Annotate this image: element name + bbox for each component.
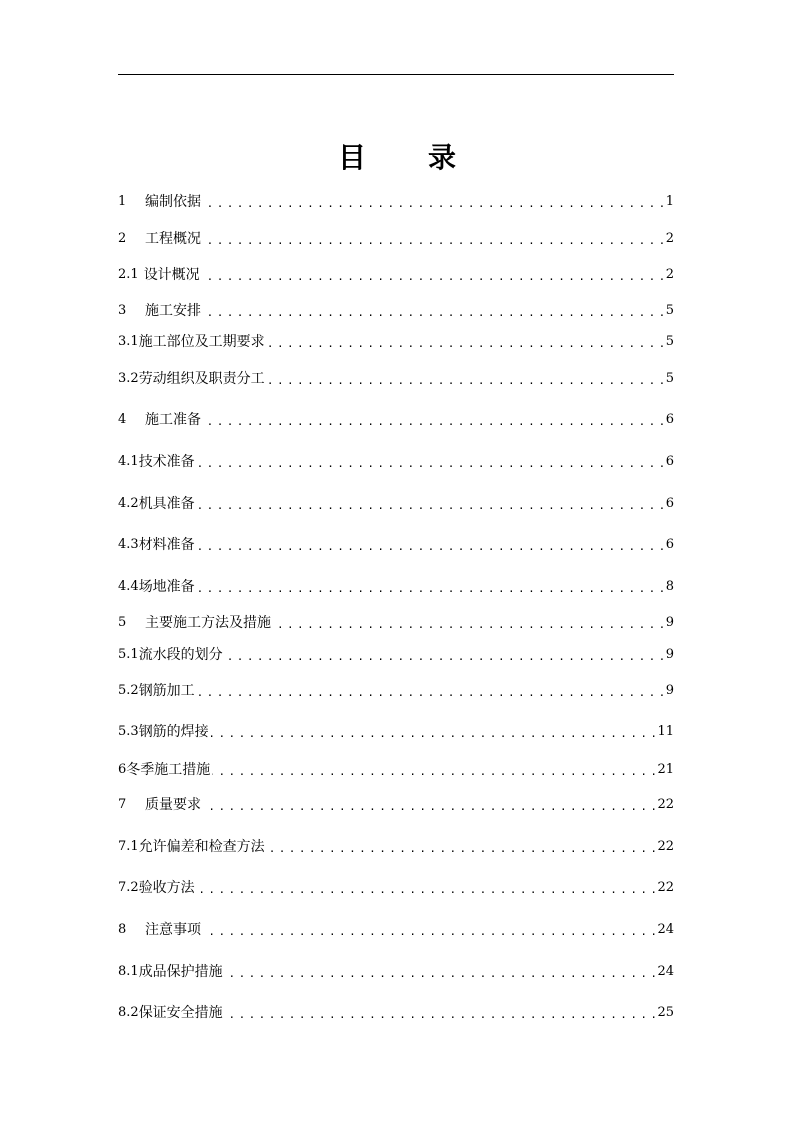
toc-entry-page: 6 <box>665 454 674 469</box>
toc-leader-dots <box>197 495 664 513</box>
toc-leader-dots <box>225 963 656 981</box>
toc-leader-dots <box>267 370 664 388</box>
toc-entry-number: 8.2 <box>118 1005 139 1020</box>
toc-entry-page: 6 <box>665 537 674 552</box>
toc-leader-dots <box>197 578 664 596</box>
toc-entry-label: 施工安排 <box>145 303 201 319</box>
toc-entry-number: 4 <box>118 412 127 427</box>
toc-entry-label: 场地准备 <box>138 579 195 595</box>
toc-entry-page: 22 <box>657 839 674 854</box>
toc-entry-2-1[interactable] <box>118 262 674 284</box>
toc-entry-page: 22 <box>657 797 674 812</box>
toc-entry-number: 5.3 <box>118 724 139 739</box>
toc-entry-number: 5.1 <box>118 647 139 662</box>
toc-entry-7[interactable] <box>118 792 674 814</box>
toc-entry-page: 1 <box>665 194 674 209</box>
toc-entry-4[interactable] <box>118 407 674 429</box>
toc-entry-4-1[interactable] <box>118 449 674 471</box>
toc-entry-number: 7.1 <box>118 839 139 854</box>
toc-leader-dots <box>273 614 664 632</box>
toc-entry-4-4[interactable] <box>118 574 674 596</box>
toc-entry-number: 4.4 <box>118 579 139 594</box>
toc-entry-7-1[interactable] <box>118 834 674 856</box>
toc-entry-5-2[interactable] <box>118 678 674 700</box>
header-rule <box>118 74 674 75</box>
toc-entry-label: 劳动组织及职责分工 <box>138 371 265 387</box>
toc-entry-page: 2 <box>665 267 674 282</box>
toc-entry-page: 6 <box>665 412 674 427</box>
toc-entry-label: 冬季施工措施 <box>126 762 211 778</box>
toc-entry-label: 钢筋加工 <box>138 683 195 699</box>
toc-entry-label: 施工部位及工期要求 <box>138 334 265 350</box>
toc-entry-label: 技术准备 <box>138 454 195 470</box>
toc-entry-number: 4.2 <box>118 496 139 511</box>
toc-entry-8[interactable] <box>118 917 674 939</box>
toc-leader-dots <box>267 333 664 351</box>
toc-entry-number: 4.1 <box>118 454 139 469</box>
toc-entry-3-2[interactable] <box>118 366 674 388</box>
toc-entry-8-2[interactable] <box>118 1000 674 1022</box>
toc-entry-5-3[interactable] <box>118 719 674 741</box>
toc-entry-page: 22 <box>657 880 674 895</box>
toc-entry-3[interactable] <box>118 298 674 320</box>
toc-leader-dots <box>225 646 664 664</box>
toc-entry-8-1[interactable] <box>118 959 674 981</box>
toc-leader-dots <box>202 266 664 284</box>
toc-entry-number: 3.2 <box>118 371 139 386</box>
toc-entry-number: 5.2 <box>118 683 139 698</box>
toc-entry-label: 材料准备 <box>138 537 195 553</box>
toc-entry-page: 9 <box>665 615 674 630</box>
toc-entry-label: 主要施工方法及措施 <box>145 615 271 631</box>
toc-entry-4-3[interactable] <box>118 532 674 554</box>
toc-entry-number: 6 <box>118 762 127 777</box>
toc-entry-label: 流水段的划分 <box>138 647 223 663</box>
toc-entry-number: 3.1 <box>118 334 139 349</box>
toc-leader-dots <box>203 230 664 248</box>
toc-entry-page: 5 <box>665 371 674 386</box>
toc-entry-label: 钢筋的焊接 <box>138 724 209 740</box>
toc-entry-label: 成品保护措施 <box>138 964 223 980</box>
toc-leader-dots <box>203 411 664 429</box>
toc-entry-number: 3 <box>118 303 127 318</box>
toc-entry-page: 11 <box>657 724 674 739</box>
toc-entry-number: 2.1 <box>118 267 139 282</box>
toc-leader-dots <box>267 838 656 856</box>
toc-leader-dots <box>203 796 655 814</box>
toc-leader-dots <box>203 302 664 320</box>
toc-entry-5-1[interactable] <box>118 642 674 664</box>
toc-entry-label: 注意事项 <box>145 922 201 938</box>
toc-entry-label: 质量要求 <box>145 797 201 813</box>
toc-entry-2[interactable] <box>118 226 674 248</box>
toc-entry-label: 验收方法 <box>138 880 195 896</box>
toc-entry-label: 允许偏差和检查方法 <box>138 839 265 855</box>
toc-entry-number: 8 <box>118 922 127 937</box>
toc-leader-dots <box>197 682 664 700</box>
toc-entry-5[interactable] <box>118 610 674 632</box>
toc-entry-number: 1 <box>118 194 127 209</box>
toc-entry-4-2[interactable] <box>118 491 674 513</box>
toc-leader-dots <box>197 453 664 471</box>
toc-leader-dots <box>203 921 655 939</box>
toc-entry-number: 8.1 <box>118 964 139 979</box>
toc-entry-label: 保证安全措施 <box>138 1005 223 1021</box>
toc-entry-3-1[interactable] <box>118 329 674 351</box>
toc-entry-page: 6 <box>665 496 674 511</box>
toc-entry-number: 5 <box>118 615 127 630</box>
toc-entry-number: 2 <box>118 231 127 246</box>
toc-entry-7-2[interactable] <box>118 875 674 897</box>
toc-leader-dots <box>225 1004 656 1022</box>
toc-leader-dots <box>203 193 664 211</box>
toc-leader-dots <box>197 536 664 554</box>
title-char-right: 录 <box>428 141 457 174</box>
toc-entry-page: 5 <box>665 334 674 349</box>
toc-entry-page: 24 <box>657 964 674 979</box>
toc-entry-page: 8 <box>665 579 674 594</box>
toc-entry-label: 编制依据 <box>145 194 201 210</box>
toc-entry-page: 9 <box>665 647 674 662</box>
toc-entry-label: 工程概况 <box>145 231 201 247</box>
toc-entry-page: 5 <box>665 303 674 318</box>
toc-leader-dots <box>212 761 655 779</box>
toc-entry-6[interactable] <box>118 757 674 779</box>
toc-entry-number: 4.3 <box>118 537 139 552</box>
toc-entry-page: 2 <box>665 231 674 246</box>
toc-entry-label: 施工准备 <box>145 412 201 428</box>
toc-entry-page: 9 <box>665 683 674 698</box>
toc-entry-label: 机具准备 <box>138 496 195 512</box>
toc-entry-number: 7.2 <box>118 880 139 895</box>
title-char-left: 目 <box>337 141 366 174</box>
page-title <box>0 138 794 178</box>
toc-entry-page: 21 <box>657 762 674 777</box>
toc-entry-number: 7 <box>118 797 127 812</box>
toc-leader-dots <box>197 879 656 897</box>
toc-entry-page: 25 <box>657 1005 674 1020</box>
toc-entry-page: 24 <box>657 922 674 937</box>
toc-entry-1[interactable] <box>118 189 674 211</box>
toc-entry-label: 设计概况 <box>143 267 200 283</box>
toc-leader-dots <box>211 723 656 741</box>
